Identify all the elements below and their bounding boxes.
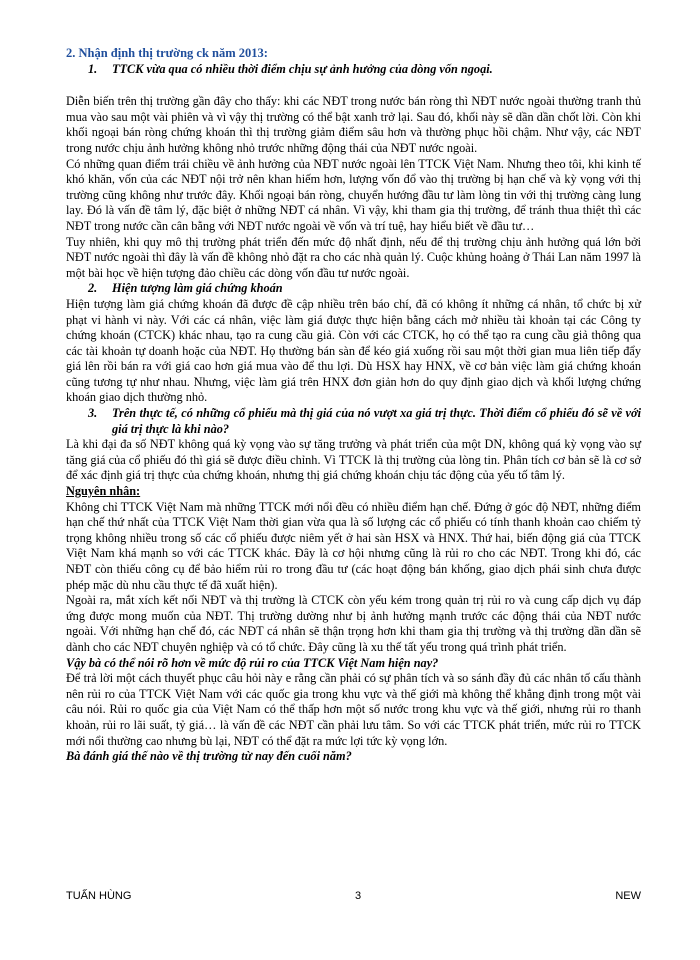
interview-question: Bà đánh giá thế nào về thị trường từ nay đến cuối năm?	[66, 749, 352, 764]
section-heading: 2. Nhận định thị trường ck năm 2013:	[66, 46, 268, 60]
interview-question: Vậy bà có thể nói rõ hơn về mức độ rủi ro của TTCK Việt Nam hiện nay?	[66, 655, 439, 670]
document-body	[66, 46, 641, 765]
paragraph: Tuy nhiên, khi quy mô thị trường phát triển đến mức độ nhất định, nếu để thị trường chịu ảnh hưởng quá lớn bởi NĐT nước ngoài thì đây là vấn đề không nhỏ đặt ra cho các nhà quản lý. Cuộc khủng hoảng ở Thái Lan năm 1997 là một bài học về hiện tượng đảo chiều các dòng vốn đầu tư nước ngoài.	[66, 234, 641, 280]
footer-page-number: 3	[355, 890, 362, 902]
footer-tag: NEW	[615, 890, 641, 902]
paragraph: Diễn biến trên thị trường gần đây cho thấy: khi các NĐT trong nước bán ròng thì NĐT nước ngoài thường tranh thủ mua vào sau một vài phiên và vì vậy thị trường có thể bật xanh trở lại. Sau đó, khối này sẽ dần dần chốt lời. Còn khi khối ngoại bán ròng chứng khoán thì thị trường giảm điểm sâu hơn và thường phục hồi chậm. Như vậy, các NĐT trong nước chịu ảnh hưởng không nhỏ trước những động thái của NĐT nước ngoài.	[66, 94, 641, 155]
page-footer	[66, 890, 641, 906]
subheading-foreign-capital	[88, 62, 641, 78]
subheading-real-value	[88, 406, 641, 437]
paragraph: Ngoài ra, mắt xích kết nối NĐT và thị trường là CTCK còn yếu kém trong quản trị rủi ro và cung cấp dịch vụ đáp ứng được mong muốn của NĐT. Thị trường dường như bị ảnh hưởng mạnh trước các động thái của NĐT nước ngoài. Với những hạn chế đó, các NĐT cá nhân sẽ thận trọng hơn khi tham gia thị trường và thị trường dần dần sẽ dành cho các NĐT chuyên nghiệp và có tổ chức. Đây cũng là xu thế tất yếu trong quá trình phát triển.	[66, 593, 641, 654]
footer-author: TUẤN HÙNG	[66, 890, 132, 902]
paragraph: Để trả lời một cách thuyết phục câu hỏi này e rằng cần phải có sự phân tích và so sánh đầy đủ các nhân tố cấu thành nên rủi ro của TTCK Việt Nam với các quốc gia trong khu vực và thế giới mà không thể khẳng định trong một vài câu nói. Rủi ro quốc gia của Việt Nam có thể thấp hơn một số nước trong khu vực và thế giới, nhưng rủi ro thanh khoản, rủi ro lãi suất, tỷ giá… là vấn đề các NĐT cần phải lưu tâm. So với các TTCK phát triển, mức rủi ro TTCK mới nổi thường cao nhưng bù lại, NĐT có thể đặt ra mức lợi tức kỳ vọng lớn.	[66, 671, 641, 748]
subheading-title: TTCK vừa qua có nhiều thời điểm chịu sự ảnh hưởng của dòng vốn ngoại.	[112, 61, 493, 76]
paragraph: Không chỉ TTCK Việt Nam mà những TTCK mới nổi đều có nhiều điểm hạn chế. Đứng ở góc độ NĐT, những điểm hạn chế thứ nhất của TTCK Việt Nam thời gian vừa qua là số lượng các cổ phiếu có tính thanh khoản cao chiếm tỷ trọng không nhiều trong số các cổ phiếu được niêm yết ở hai sàn HSX và HNX. Thứ hai, biến động giá của TTCK Việt Nam khá mạnh so với các TTCK khác. Đây là cơ hội nhưng cũng là rủi ro cho các NĐT. Trong khi đó, các NĐT còn thiếu công cụ để bảo hiểm rủi ro trong đầu tư (các hoạt động bán khống, giao dịch phái sinh chưa được phép mặc dù nhu cầu thực tế đã xuất hiện).	[66, 499, 641, 592]
subheading-title: Trên thực tế, có những cổ phiếu mà thị giá của nó vượt xa giá trị thực. Thời điểm cổ phiếu đó sẽ về với giá trị thực là khi nào?	[112, 406, 641, 436]
paragraph: Là khi đại đa số NĐT không quá kỳ vọng vào sự tăng trưởng và phát triển của một DN, không quá kỳ vọng vào sự tăng giá của cổ phiếu đó thì giá sẽ được điều chỉnh. Vì TTCK là thị trường của lòng tin. Phân tích cơ bản sẽ là cơ sở để xác định giá trị thực của chứng khoán, nhưng thị giá chứng khoán chịu tác động của yếu tố tâm lý.	[66, 437, 641, 483]
cause-heading: Nguyên nhân:	[66, 484, 141, 499]
subheading-price-manipulation	[88, 281, 641, 297]
subheading-title: Hiện tượng làm giá chứng khoán	[112, 281, 283, 296]
subheading-number: 1.	[88, 61, 98, 76]
subheading-number: 2.	[88, 281, 98, 296]
paragraph: Có những quan điểm trái chiều về ảnh hưởng của NĐT nước ngoài lên TTCK Việt Nam. Nhưng theo tôi, khi kinh tế khó khăn, vốn của các NĐT nội trở nên khan hiếm hơn, lượng vốn đổ vào thị trường bị hạn chế và kỳ vọng với thị trường cũng không như trước đây. Khối ngoại bán ròng, chuyển hướng đầu tư làm lòng tin với thị trường càng lung lay. Đó là vấn đề tâm lý, đặc biệt ở những NĐT cá nhân. Vì vậy, khi tham gia thị trường, để tránh thua thiệt thì các NĐT trong nước cần cân bằng với NĐT nước ngoài về vốn và trí tuệ, hay hiểu biết về đầu tư…	[66, 156, 641, 233]
paragraph: Hiện tượng làm giá chứng khoán đã được đề cập nhiều trên báo chí, đã có không ít những cá nhân, tổ chức bị xử phạt vi hành vi này. Với các cá nhân, việc làm giá được thực hiện bằng cách mở nhiều tài khoản tại các Công ty chứng khoán (CTCK) khác nhau, tạo ra cung cầu giả. Còn với các CTCK, họ có thể tạo ra cung cầu giả thông qua các tài khoản tự doanh hoặc của NĐT. Họ thường bán sàn để kéo giá xuống rồi sau một thời gian mua liên tiếp đẩy giá lên rồi bán ra với giá cao hơn giá mua vào để thu lợi. Dù HSX hay HNX, về cơ bản việc làm giá chứng khoán cũng tương tự như nhau. Nhưng, việc làm giá trên HNX đơn giản hơn do quy định giao dịch và khối lượng chứng khoán giao dịch thường nhỏ.	[66, 296, 641, 405]
subheading-number: 3.	[88, 406, 98, 421]
